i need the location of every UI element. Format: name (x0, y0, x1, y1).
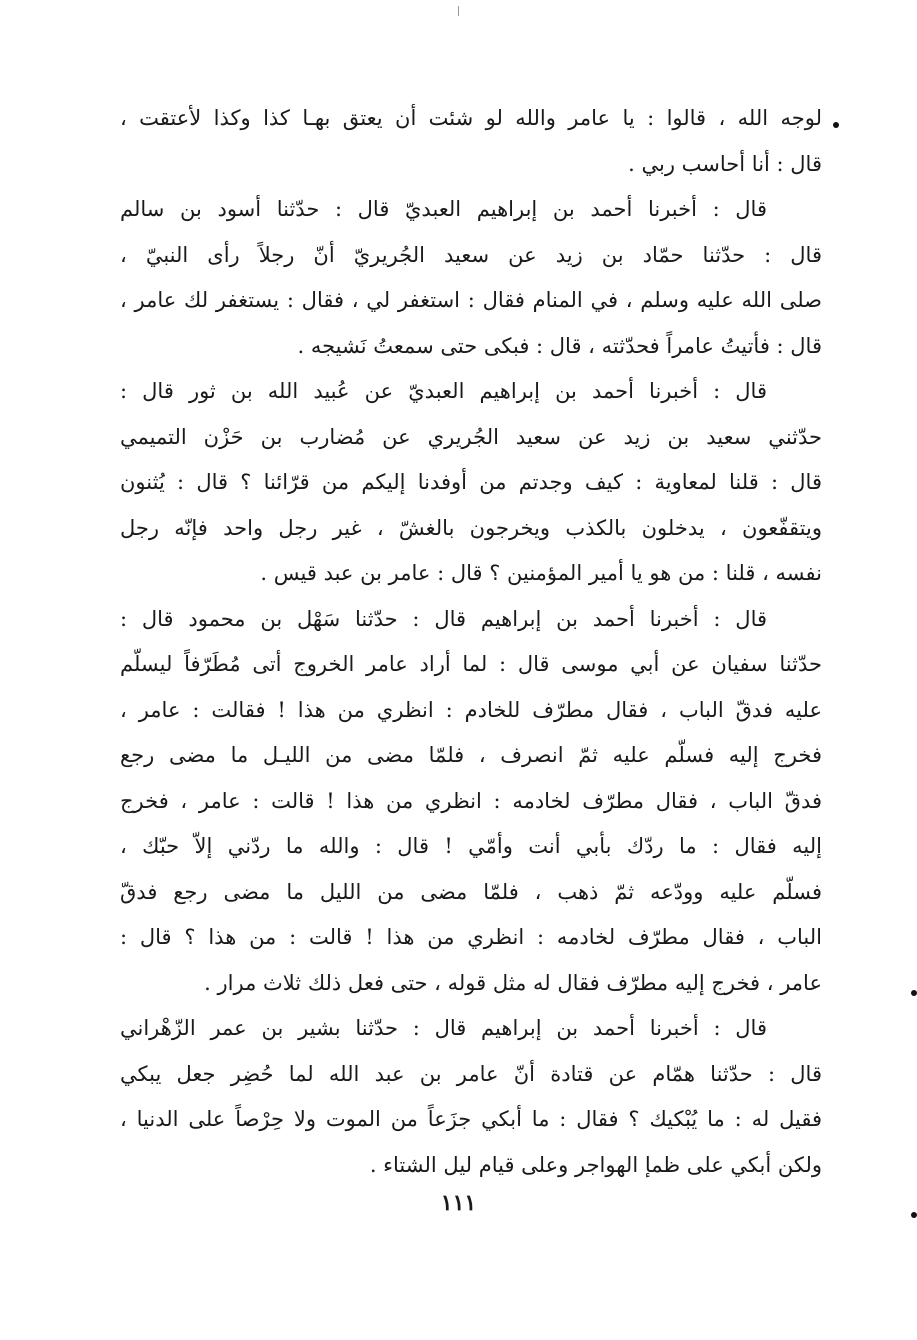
paragraph-start-line: قال : أخبرنا أحمد بن إبراهيم قال : حدّثنا سَهْل بن محمود قال : (120, 606, 767, 631)
text-line: فسلّم عليه وودّعه ثمّ ذهب ، فلمّا مضى من الليل ما مضى رجع فدقّ (120, 879, 822, 904)
text-line: فدقّ الباب ، فقال مطرّف لخادمه : انظري من هذا ! قالت : عامر ، فخرج (120, 788, 822, 813)
text-line: قال : قلنا لمعاوية : كيف وجدتم من أوفدنا إليكم من قرّائنا ؟ قال : يُثنون (120, 470, 822, 494)
text-line: لوجه الله ، قالوا : يا عامر والله لو شئت أن يعتق بهـا كذا وكذا لأعتقت ، (120, 106, 822, 130)
text-line: قال : حدّثنا حمّاد بن زيد عن سعيد الجُريريّ أنّ رجلاً رأى النبيّ ، (120, 242, 822, 267)
text-line: نفسه ، قلنا : من هو يا أمير المؤمنين ؟ قال : عامر بن عبد قيس . (260, 561, 822, 585)
text-line: إليه فقال : ما ردّك بأبي أنت وأمّي ! قال : والله ما ردّني إلاّ حبّك ، (120, 834, 822, 858)
edge-dot (911, 990, 917, 996)
text-line: فخرج إليه فسلّم عليه ثمّ انصرف ، فلمّا مضى من الليـل ما مضى رجع (120, 743, 822, 767)
text-line: قال : حدّثنا همّام عن قتادة أنّ عامر بن عبد الله لما حُضِر جعل يبكي (120, 1061, 822, 1086)
paragraph-start-line: قال : أخبرنا أحمد بن إبراهيم العبديّ قال : حدّثنا أسود بن سالم (120, 197, 767, 221)
paragraph-start-line: قال : أخبرنا أحمد بن إبراهيم قال : حدّثنا بشير بن عمر الزّهْراني (120, 1016, 767, 1040)
text-line: عامر ، فخرج إليه مطرّف فقال له مثل قوله ، حتى فعل ذلك ثلاث مرار . (204, 970, 822, 995)
text-line: قال : أنا أحاسب ربي . (628, 151, 822, 176)
page-number: ١١١ (440, 1190, 477, 1216)
text-line: فقيل له : ما يُبْكيك ؟ فقال : ما أبكي جزَعاً من الموت ولا حِرْصاً على الدنيا ، (120, 1107, 822, 1131)
page-top-mark (458, 6, 459, 16)
page-text (120, 96, 822, 1188)
text-line: صلى الله عليه وسلم ، في المنام فقال : استغفر لي ، فقال : يستغفر لك عامر ، (120, 288, 822, 312)
text-line: عليه فدقّ الباب ، فقال مطرّف للخادم : انظري من هذا ! فقالت : عامر ، (120, 697, 822, 722)
text-line: قال : فأتيتُ عامراً فحدّثته ، قال : فبكى حتى سمعتُ نَشيجه . (297, 333, 822, 358)
text-line: حدّثنا سفيان عن أبي موسى قال : لما أراد عامر الخروج أتى مُطَرّفاً ليسلّم (120, 652, 822, 676)
margin-dot (833, 122, 839, 128)
text-line: ولكن أبكي على ظمإ الهواجر وعلى قيام ليل الشتاء . (369, 1152, 822, 1177)
paragraph-start-line: قال : أخبرنا أحمد بن إبراهيم العبديّ عن عُبيد الله بن ثور قال : (120, 379, 767, 403)
text-line: ويتقفّعون ، يدخلون بالكذب ويخرجون بالغشّ ، غير رجل واحد فإنّه رجل (120, 515, 822, 540)
text-line: الباب ، فقال مطرّف لخادمه : انظري من هذا ! قالت : من هذا ؟ قال : (120, 925, 822, 949)
text-line: حدّثني سعيد بن زيد عن سعيد الجُريري عن مُضارب بن حَزْن التميمي (120, 424, 822, 449)
